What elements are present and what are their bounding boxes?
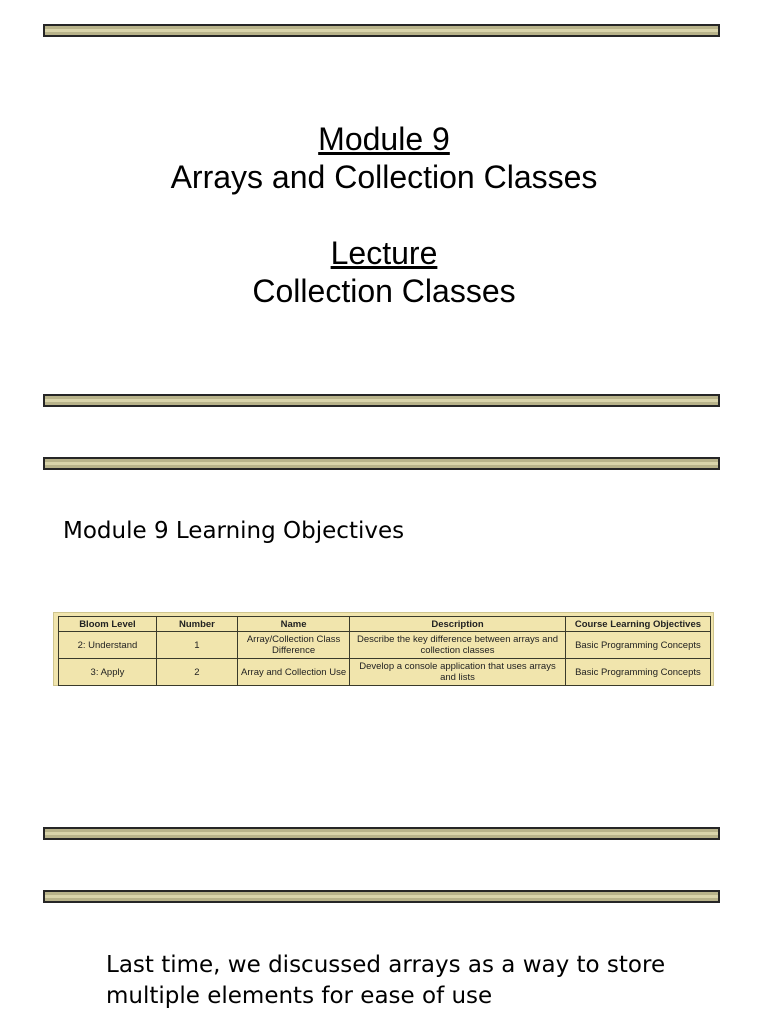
header-course-objectives: Course Learning Objectives [565, 617, 710, 632]
body-line-1: Last time, we discussed arrays as a way to store [106, 952, 666, 978]
cell-description: Describe the key difference between arrays and collection classes [350, 632, 566, 659]
title-spacer [0, 196, 768, 234]
lecture-label: Lecture [330, 235, 438, 271]
header-description: Description [350, 617, 566, 632]
slide-divider-bottom-1 [43, 394, 720, 407]
body-line-2: multiple elements for ease of use [106, 983, 493, 1009]
table-row [59, 632, 711, 659]
cell-bloom-level: 2: Understand [59, 632, 157, 659]
cell-number: 1 [156, 632, 237, 659]
objectives-heading: Module 9 Learning Objectives [63, 518, 405, 544]
slide-divider-top-2 [43, 457, 720, 470]
module-title: Arrays and Collection Classes [170, 159, 598, 195]
slide3-body-text [106, 950, 726, 1012]
cell-description: Develop a console application that uses arrays and lists [350, 659, 566, 686]
cell-bloom-level: 3: Apply [59, 659, 157, 686]
slide-divider-top-3 [43, 890, 720, 903]
header-name: Name [238, 617, 350, 632]
cell-name: Array and Collection Use [238, 659, 350, 686]
cell-course-objective: Basic Programming Concepts [565, 632, 710, 659]
cell-course-objective: Basic Programming Concepts [565, 659, 710, 686]
slide-divider-top-1 [43, 24, 720, 37]
cell-number: 2 [156, 659, 237, 686]
lecture-title: Collection Classes [252, 273, 516, 309]
cell-name: Array/Collection Class Difference [238, 632, 350, 659]
table-row [59, 659, 711, 686]
slide-divider-bottom-2 [43, 827, 720, 840]
slide1-title-block [0, 120, 768, 310]
table-header-row [59, 617, 711, 632]
objectives-table-container [53, 612, 714, 686]
header-bloom-level: Bloom Level [59, 617, 157, 632]
objectives-table [58, 616, 711, 686]
header-number: Number [156, 617, 237, 632]
module-label: Module 9 [318, 121, 450, 157]
